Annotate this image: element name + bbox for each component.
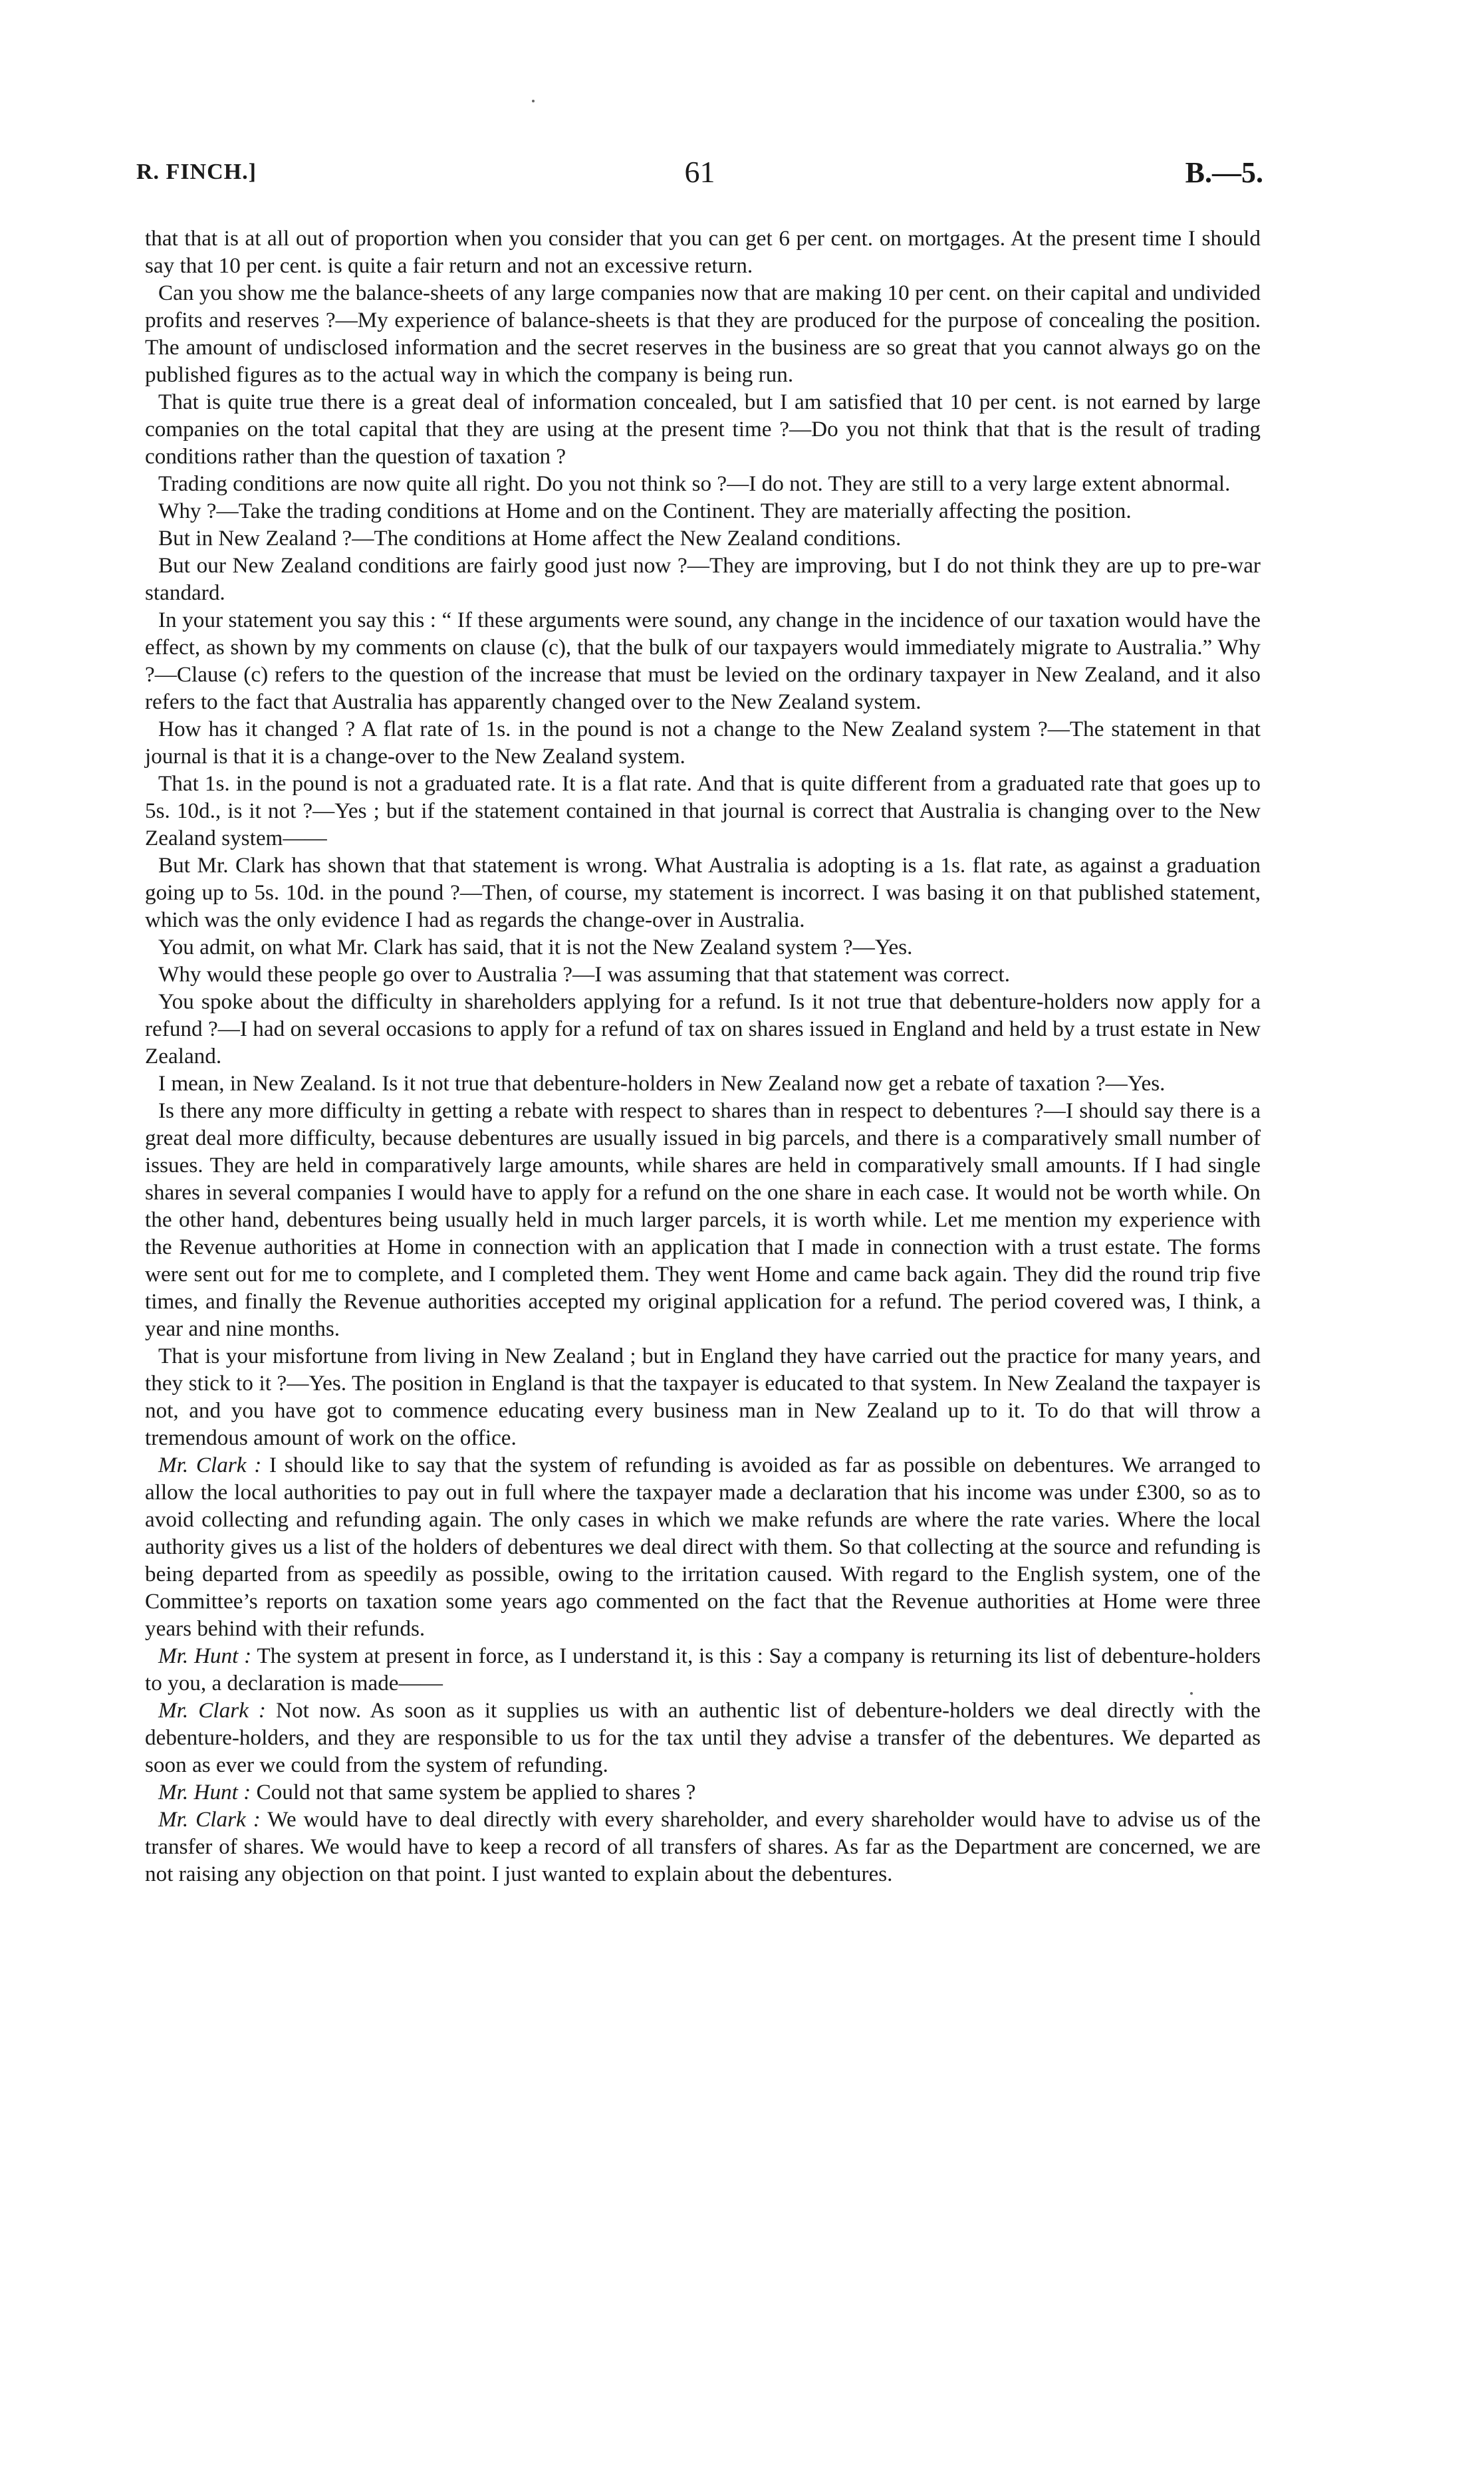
paragraph: [145, 1070, 1261, 1097]
paragraph: [145, 525, 1261, 552]
paragraph-text: You admit, on what Mr. Clark has said, that it is not the New Zealand system ?—Yes.: [158, 935, 913, 959]
paragraph: [145, 1097, 1261, 1342]
speaker-label: Mr. Hunt :: [158, 1644, 252, 1668]
paragraph: [145, 1806, 1261, 1888]
paragraph-text: Is there any more difficulty in getting a rebate with respect to shares than in respect to debentures ?—I should say there is a great deal more difficulty, because debentures are usually issued in big parcels, and there is a comparatively small number of issues. They are held in comparatively large amounts, while shares are held in comparatively small amounts. If I had single shares in several companies I would have to apply for a refund on the one share in each case. It would not be worth while. On the other hand, debentures being usually held in much larger parcels, it is worth while. Let me mention my experience with the Revenue authorities at Home in connection with an application that I made in connection with a trust estate. The forms were sent out for me to complete, and I completed them. They went Home and came back again. They did the round trip five times, and finally the Revenue authorities accepted my original application for a refund. The period covered was, I think, a year and nine months.: [145, 1098, 1261, 1341]
paragraph-text: Why would these people go over to Australia ?—I was assuming that that statement was correct.: [158, 962, 1011, 987]
paragraph-text: That is quite true there is a great deal of information concealed, but I am satisfied that 10 per cent. is not earned by large companies on the total capital that they are using at the present time ?—Do you not think that that is the result of trading conditions rather than the question of taxation ?: [145, 390, 1261, 469]
paragraph: [145, 552, 1261, 606]
paragraph-text: In your statement you say this : “ If these arguments were sound, any change in the incidence of our taxation would have the effect, as shown by my comments on clause (c), that the bulk of our taxpayers would immediately migrate to Australia.” Why ?—Clause (c) refers to the question of the increase that must be levied on the ordinary taxpayer in New Zealand, and it also refers to the fact that Australia has apparently changed over to the New Zealand system.: [145, 608, 1261, 714]
paragraph: [145, 988, 1261, 1070]
paragraph-text: How has it changed ? A flat rate of 1s. in the pound is not a change to the New Zealand system ?—The statement in that journal is that it is a change-over to the New Zealand system.: [145, 717, 1261, 769]
speaker-label: Mr. Clark :: [158, 1698, 266, 1723]
paragraph-text: That 1s. in the pound is not a graduated rate. It is a flat rate. And that is quite different from a graduated rate that goes up to 5s. 10d., is it not ?—Yes ; but if the statement contained in that journal is correct that Australia is changing over to the New Zealand system——: [145, 771, 1261, 850]
paragraph-text: Could not that same system be applied to shares ?: [251, 1780, 696, 1804]
paragraph-text: I mean, in New Zealand. Is it not true that debenture-holders in New Zealand now get a rebate of taxation ?—Yes.: [158, 1071, 1166, 1096]
paragraph: [145, 1451, 1261, 1642]
paragraph-text: Trading conditions are now quite all right. Do you not think so ?—I do not. They are still to a very large extent abnormal.: [158, 471, 1231, 496]
paragraph-text: But Mr. Clark has shown that that statement is wrong. What Australia is adopting is a 1s. flat rate, as against a graduation going up to 5s. 10d. in the pound ?—Then, of course, my statement is incorrect. I was basing it on that published statement, which was the only evidence I had as regards the change-over in Australia.: [145, 853, 1261, 932]
paragraph: [145, 852, 1261, 933]
body-text: [145, 225, 1261, 1888]
paragraph: [145, 1642, 1261, 1697]
paper-reference: B.—5.: [1185, 156, 1263, 189]
speaker-label: Mr. Hunt :: [158, 1780, 251, 1804]
page-number: 61: [684, 155, 715, 189]
paragraph-text: But in New Zealand ?—The conditions at Home affect the New Zealand conditions.: [158, 526, 902, 551]
paragraph-text: That is your misfortune from living in New Zealand ; but in England they have carried out the practice for many years, and they stick to it ?—Yes. The position in England is that the taxpayer is educated to that system. In New Zealand the taxpayer is not, and you have got to commence educating every business man in New Zealand up to it. To do that will throw a tremendous amount of work on the office.: [145, 1344, 1261, 1450]
paragraph: [145, 388, 1261, 470]
paragraph-text: We would have to deal directly with every shareholder, and every shareholder would have to advise us of the transfer of shares. We would have to keep a record of all transfers of shares. As far as the Department are concerned, we are not raising any objection on that point. I just wanted to explain about the debentures.: [145, 1807, 1261, 1886]
paragraph: [145, 470, 1261, 497]
paragraph-text: But our New Zealand conditions are fairly good just now ?—They are improving, but I do not think they are up to pre-war standard.: [145, 553, 1261, 605]
paragraph: [145, 1342, 1261, 1451]
paragraph: [145, 770, 1261, 852]
paragraph-text: Not now. As soon as it supplies us with an authentic list of debenture-holders we deal directly with the debenture-holders, and they are responsible to us for the tax until they advise a transfer of the debentures. We departed as soon as ever we could from the system of refunding.: [145, 1698, 1261, 1777]
paragraph: [145, 1779, 1261, 1806]
speaker-label: Mr. Clark :: [158, 1453, 262, 1477]
paragraph: [145, 961, 1261, 988]
paragraph-text: Can you show me the balance-sheets of any large companies now that are making 10 per cent. on their capital and undivided profits and reserves ?—My experience of balance-sheets is that they are produced for the purpose of concealing the position. The amount of undisclosed information and the secret reserves in the business are so great that you cannot always go on the published figures as to the actual way in which the company is being run.: [145, 281, 1261, 387]
paragraph-text: I should like to say that the system of refunding is avoided as far as possible on debentures. We arranged to allow the local authorities to pay out in full where the taxpayer made a declaration that his income was under £300, so as to avoid collecting and refunding again. The only cases in which we make refunds are where the rate varies. Where the local authority gives us a list of the holders of debentures we deal direct with them. So that collecting at the source and refunding is being departed from as speedily as possible, owing to the irritation caused. With regard to the English system, one of the Committee’s reports on taxation some years ago commented on the fact that the Revenue authorities at Home were three years behind with their refunds.: [145, 1453, 1261, 1641]
paragraph: [145, 279, 1261, 388]
paragraph: [145, 1697, 1261, 1779]
paragraph-text: The system at present in force, as I understand it, is this : Say a company is returning its list of debenture-holders to you, a declaration is made——: [145, 1644, 1261, 1695]
paragraph: [145, 715, 1261, 770]
page-header: [136, 154, 1263, 194]
paragraph: [145, 933, 1261, 961]
paragraph-text: that that is at all out of proportion when you consider that you can get 6 per cent. on mortgages. At the present time I should say that 10 per cent. is quite a fair return and not an excessive return.: [145, 226, 1261, 278]
speck-mark: [532, 100, 535, 102]
paragraph-text: Why ?—Take the trading conditions at Home and on the Continent. They are materially affecting the position.: [158, 499, 1132, 523]
speaker-label: Mr. Clark :: [158, 1807, 261, 1832]
paragraph: [145, 606, 1261, 715]
paragraph-text: You spoke about the difficulty in shareholders applying for a refund. Is it not true that debenture-holders now apply for a refund ?—I had on several occasions to apply for a refund of tax on shares issued in England and held by a trust estate in New Zealand.: [145, 989, 1261, 1068]
paragraph: [145, 497, 1261, 525]
paragraph: [145, 225, 1261, 279]
witness-name: R. FINCH.]: [136, 160, 257, 184]
